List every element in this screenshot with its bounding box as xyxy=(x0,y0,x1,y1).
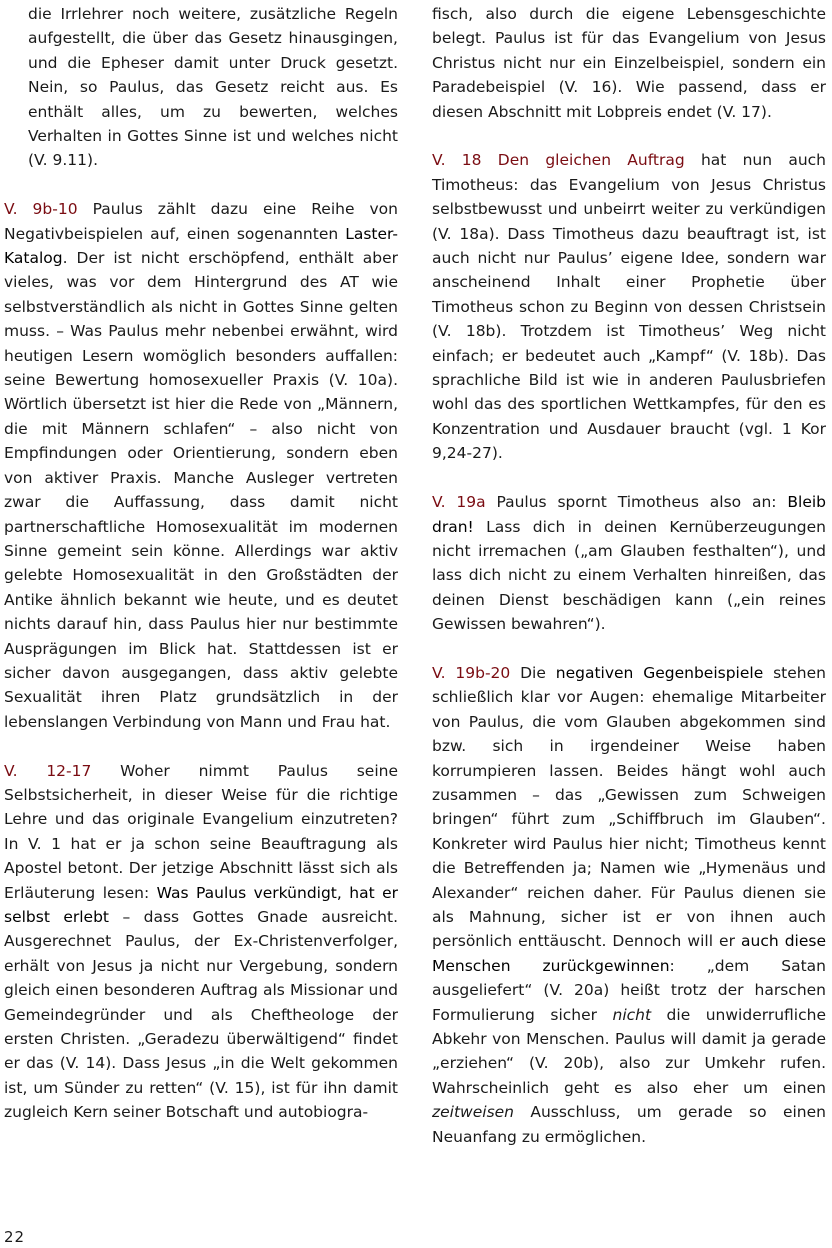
text: : „dem Satan ausgeliefert“ (V. 20a) heißt trotz der harschen Formulierung sicher xyxy=(432,956,826,1024)
keyword: Laster-Katalog xyxy=(4,224,398,268)
paragraph-continuation: fisch, also durch die eigene Lebensgeschichte belegt. Paulus ist für das Evangelium von Jesus Christus nicht nur ein Einzelbeispiel, sondern ein Paradebeispiel (V. 16). Wie passend, dass er diesen Abschnitt mit Lobpreis endet (V. 17). xyxy=(432,5,826,121)
text: Woher nimmt Paulus seine Selbstsicherheit, in dieser Weise für die richtige Lehre und das originale Evangelium einzutreten? In V. 1 hat er ja schon seine Beauftragung als Apostel betont. Der jetzige Abschnitt lässt sich als Erläuterung lesen: xyxy=(4,761,398,902)
verse-ref: V. 12-17 xyxy=(4,761,92,780)
verse-ref: V. 19a xyxy=(432,493,486,512)
keyword: Bleib dran! xyxy=(432,493,827,536)
verse-ref: V. 19b-20 xyxy=(432,663,511,682)
text: Die xyxy=(510,663,556,682)
text: Lass dich in deinen Kernüberzeugungen nicht irremachen („am Glauben festhalten“), und lass dich nicht zu einem Verhalten hinreißen, das deinen Dienst beschädigen kann („ein reines Gewissen bewahren“). xyxy=(432,517,826,634)
text: die unwiderrufliche Abkehr von Menschen. Paulus will damit ja gerade „erziehen“ (V. 20b), also zur Umkehr rufen. Wahrscheinlich geht es also eher um einen xyxy=(432,1005,826,1097)
page-number: 22 xyxy=(4,1228,26,1246)
right-column xyxy=(432,2,826,1173)
text: stehen schließlich klar vor Augen: ehemalige Mitarbeiter von Paulus, die vom Glauben abgekommen sind bzw. sich in irgendeiner Weise haben korrumpieren lassen. Beides hängt wohl auch zusammen – das „Gewissen zum Schweigen bringen“ führt zum „Schiffbruch im Glauben“. Konkreter wird Paulus hier nicht; Timotheus kennt die Betreffenden ja; Namen wie „Hymenäus und Alexander“ reichen daher. Für Paulus dienen sie als Mahnung, sicher ist er von ihnen auch persönlich enttäuscht. Dennoch will er xyxy=(432,663,826,951)
text: Ausschluss, um gerade so einen Neuanfang zu ermöglichen. xyxy=(432,1103,826,1146)
keyword: auch diese Menschen zurückgewinnen xyxy=(432,932,826,975)
paragraph-v9b-10 xyxy=(4,197,398,734)
text: – dass Gottes Gnade ausreicht. Ausgerechnet Paulus, der Ex-Christenverfolger, erhält von Jesus ja nicht nur Vergebung, sondern gleich einen besonderen Auftrag als Missionar und Gemeindegründer und als Cheftheologe der ersten Christen. „Geradezu überwältigend“ findet er das (V. 14). Dass Jesus „in die Welt gekommen ist, um Sünder zu retten“ (V. 15), ist für ihn damit zugleich Kern seiner Botschaft und autobiogra- xyxy=(4,908,398,1122)
text: Paulus spornt Timotheus also an: xyxy=(485,493,788,512)
keyword: Den gleichen Auftrag xyxy=(481,151,685,170)
italic-text: nicht xyxy=(612,1005,652,1024)
verse-ref: V. 9b-10 xyxy=(4,200,78,219)
paragraph-v19a xyxy=(432,490,826,636)
italic-text: zeitweisen xyxy=(432,1103,515,1122)
paragraph-continuation: die Irrlehrer noch weitere, zusätzliche Regeln aufgestellt, die über das Gesetz hinausgingen, und die Epheser damit unter Druck gesetzt. Nein, so Paulus, das Gesetz reicht aus. Es enthält alles, um zu bewerten, welches Verhalten in Gottes Sinne ist und welches nicht (V. 9.11). xyxy=(28,5,398,170)
verse-ref: V. 18 xyxy=(432,151,482,170)
keyword: negativen Gegenbeispiele xyxy=(555,663,764,682)
left-column xyxy=(4,2,398,1149)
text: Paulus zählt dazu eine Reihe von Negativbeispielen auf, einen sogenannten xyxy=(4,200,398,243)
text: hat nun auch Timotheus: das Evangelium von Jesus Christus selbstbewusst und unbeirrt weiter zu verkündigen (V. 18a). Dass Timotheus dazu beauftragt ist, ist auch nicht nur Paulus’ eigene Idee, sondern war anscheinend Inhalt einer Prophetie über Timotheus schon zu Beginn von dessen Christsein (V. 18b). Trotzdem ist Timotheus’ Weg nicht einfach; er bedeutet auch „Kampf“ (V. 18b). Das sprachliche Bild ist wie in anderen Paulusbriefen wohl das des sportlichen Wettkampfes, für den es Konzentration und Ausdauer braucht (vgl. 1 Kor 9,24-27). xyxy=(432,151,826,463)
text: . Der ist nicht erschöpfend, enthält aber vieles, was vor dem Hintergrund des AT wie selbstverständlich als nicht in Gottes Sinne gelten muss. – Was Paulus mehr nebenbei erwähnt, wird heutigen Lesern womöglich besonders auffallen: seine Bewertung homosexueller Praxis (V. 10a). Wörtlich übersetzt ist hier die Rede von „Männern, die mit Männern schlafen“ – also nicht von Empfindungen oder Orientierung, sondern eben von aktiver Praxis. Manche Ausleger vertreten zwar die Auffassung, dass damit nicht partnerschaftliche Homosexualität im modernen Sinne gemeint sein könne. Allerdings war aktiv gelebte Homosexualität in den Großstädten der Antike ähnlich bekannt wie heute, und es deutet nichts darauf hin, dass Paulus hier nur bestimmte Ausprägungen im Blick hat. Stattdessen ist er sicher davon ausgegangen, dass aktiv gelebte Sexualität ihren Platz grundsätzlich in der lebenslangen Verbindung von Mann und Frau hat. xyxy=(4,249,398,731)
keyword: Was Paulus verkündigt, hat er selbst erlebt xyxy=(4,883,398,926)
paragraph-v12-17 xyxy=(4,759,398,1125)
paragraph-v18 xyxy=(432,148,826,465)
paragraph-v19b-20 xyxy=(432,661,826,1149)
